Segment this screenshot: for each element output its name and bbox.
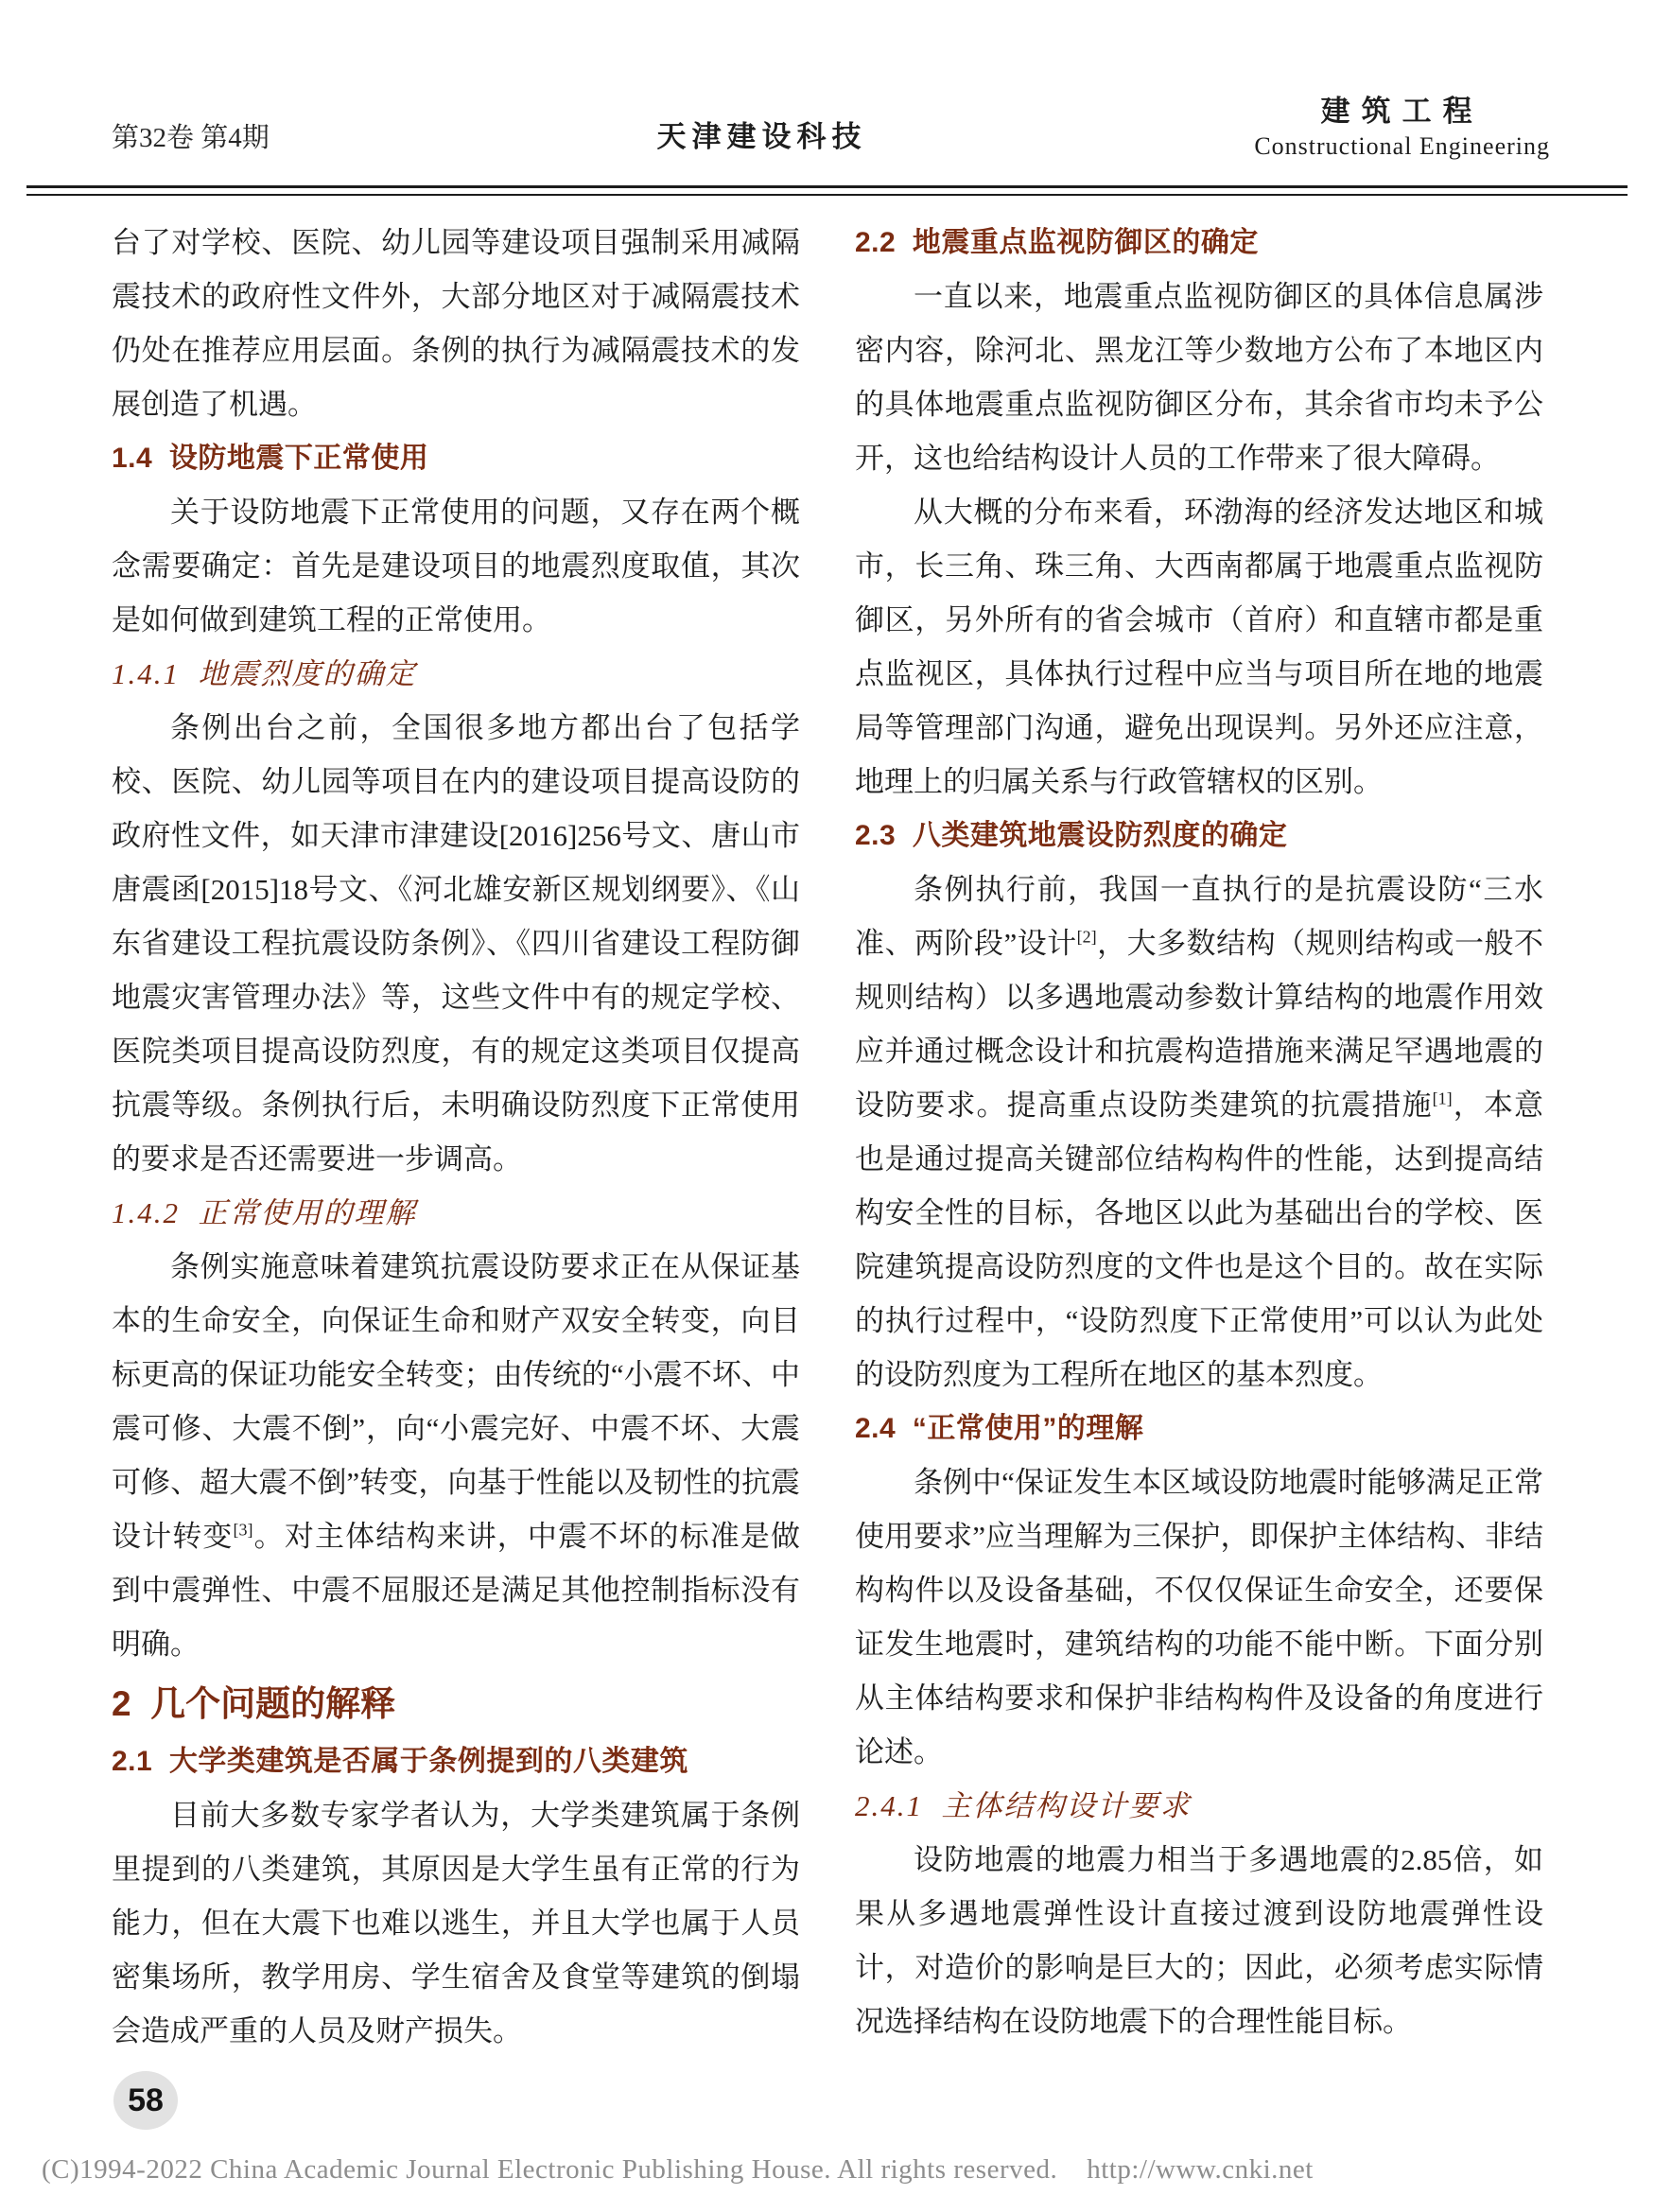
footer-copyright: (C)1994-2022 China Academic Journal Electronic Publishing House. All rights reserved. http://www.cnki.net bbox=[42, 2154, 1314, 2185]
citation-ref-1: [1] bbox=[1432, 1089, 1453, 1108]
paragraph-text: 条例实施意味着建筑抗震设防要求正在从保证基本的生命安全，向保证生命和财产双安全转变，向目标更高的保证功能安全转变；由传统的“小震不坏、中震可修、大震不倒”，向“小震完好、中震不坏、大震可修、超大震不倒”转变，向基于性能以及韧性的抗震设计转变 bbox=[112, 1250, 800, 1553]
heading-2-3: 2.3 八类建筑地震设防烈度的确定 bbox=[855, 820, 1288, 851]
paragraph: 条例中“保证发生本区域设防地震时能够满足正常使用要求”应当理解为三保护，即保护主体结构、非结构构件以及设备基础，不仅仅保证生命安全，还要保证发生地震时，建筑结构的功能不能中断。下面分别从主体结构要求和保护非结构构件及设备的角度进行论述。 bbox=[855, 1466, 1543, 1768]
column-title-en: Constructional Engineering bbox=[1254, 132, 1550, 161]
journal-title: 天津建设科技 bbox=[656, 120, 867, 154]
heading-1-4-2: 1.4.2 正常使用的理解 bbox=[112, 1196, 417, 1229]
column-title-block bbox=[1254, 93, 1550, 163]
left-column bbox=[112, 216, 800, 2130]
paragraph bbox=[855, 862, 1543, 1402]
right-column bbox=[855, 216, 1543, 2130]
page-number-badge bbox=[113, 2071, 178, 2130]
paragraph: 一直以来，地震重点监视防御区的具体信息属涉密内容，除河北、黑龙江等少数地方公布了本地区内的具体地震重点监视防御区分布，其余省市均未予公开，这也给结构设计人员的工作带来了很大障碍。 bbox=[855, 280, 1543, 475]
column-title-cn: 建筑工程 bbox=[1320, 95, 1484, 128]
header-rule bbox=[26, 185, 1628, 196]
citation-ref-3: [3] bbox=[233, 1520, 253, 1540]
page-number: 58 bbox=[128, 2081, 164, 2118]
paragraph: 目前大多数专家学者认为，大学类建筑属于条例里提到的八类建筑，其原因是大学生虽有正常的行为能力，但在大震下也难以逃生，并且大学也属于人员密集场所，教学用房、学生宿舍及食堂等建筑的倒塌会造成严重的人员及财产损失。 bbox=[112, 1799, 800, 2047]
volume-issue: 第32卷 第4期 bbox=[112, 123, 270, 154]
paragraph: 条例出台之前，全国很多地方都出台了包括学校、医院、幼儿园等项目在内的建设项目提高设防的政府性文件，如天津市津建设[2016]256号文、唐山市唐震函[2015]18号文、《河北雄安新区规划纲要》、《山东省建设工程抗震设防条例》、《四川省建设工程防御地震灾害管理办法》等，这些文件中有的规定学校、医院类项目提高设防烈度，有的规定这类项目仅提高抗震等级。条例执行后，未明确设防烈度下正常使用的要求是否还需要进一步调高。 bbox=[112, 711, 800, 1176]
heading-1-4: 1.4 设防地震下正常使用 bbox=[112, 443, 429, 474]
heading-2: 2 几个问题的解释 bbox=[112, 1684, 396, 1723]
heading-2-4: 2.4 “正常使用”的理解 bbox=[855, 1413, 1144, 1444]
two-column-body bbox=[112, 216, 1543, 2130]
paragraph-continuation: 台了对学校、医院、幼儿园等建设项目强制采用减隔震技术的政府性文件外，大部分地区对于减隔震技术仍处在推荐应用层面。条例的执行为减隔震技术的发展创造了机遇。 bbox=[112, 226, 800, 421]
paragraph: 关于设防地震下正常使用的问题，又存在两个概念需要确定：首先是建设项目的地震烈度取值，其次是如何做到建筑工程的正常使用。 bbox=[112, 496, 800, 636]
paragraph-text: 条例执行前，我国一直执行的是抗震设防“三水准、两阶段”设计 bbox=[855, 873, 1543, 960]
citation-ref-2: [2] bbox=[1076, 927, 1097, 947]
paragraph-text: ，本意也是通过提高关键部位结构构件的性能，达到提高结构安全性的目标，各地区以此为基础出台的学校、医院建筑提高设防烈度的文件也是这个目的。故在实际的执行过程中，“设防烈度下正常使用”可以认为此处的设防烈度为工程所在地区的基本烈度。 bbox=[855, 1089, 1544, 1391]
heading-2-1: 2.1 大学类建筑是否属于条例提到的八类建筑 bbox=[112, 1746, 688, 1777]
paragraph: 设防地震的地震力相当于多遇地震的2.85倍，如果从多遇地震弹性设计直接过渡到设防地震弹性设计，对造价的影响是巨大的；因此，必须考虑实际情况选择结构在设防地震下的合理性能目标。 bbox=[855, 1843, 1543, 2038]
paragraph bbox=[112, 1240, 800, 1671]
heading-2-2: 2.2 地震重点监视防御区的确定 bbox=[855, 227, 1259, 258]
heading-1-4-1: 1.4.1 地震烈度的确定 bbox=[112, 657, 417, 690]
paragraph-text: 。对主体结构来讲，中震不坏的标准是做到中震弹性、中震不屈服还是满足其他控制指标没有明确。 bbox=[112, 1520, 800, 1661]
heading-2-4-1: 2.4.1 主体结构设计要求 bbox=[855, 1789, 1192, 1822]
paragraph-text: ，大多数结构（规则结构或一般不规则结构）以多遇地震动参数计算结构的地震作用效应并通过概念设计和抗震构造措施来满足罕遇地震的设防要求。提高重点设防类建筑的抗震措施 bbox=[855, 927, 1543, 1122]
page-header bbox=[112, 93, 1550, 163]
paragraph: 从大概的分布来看，环渤海的经济发达地区和城市，长三角、珠三角、大西南都属于地震重点监视防御区，另外所有的省会城市（首府）和直辖市都是重点监视区，具体执行过程中应当与项目所在地的地震局等管理部门沟通，避免出现误判。另外还应注意，地理上的归属关系与行政管辖权的区别。 bbox=[855, 496, 1543, 798]
